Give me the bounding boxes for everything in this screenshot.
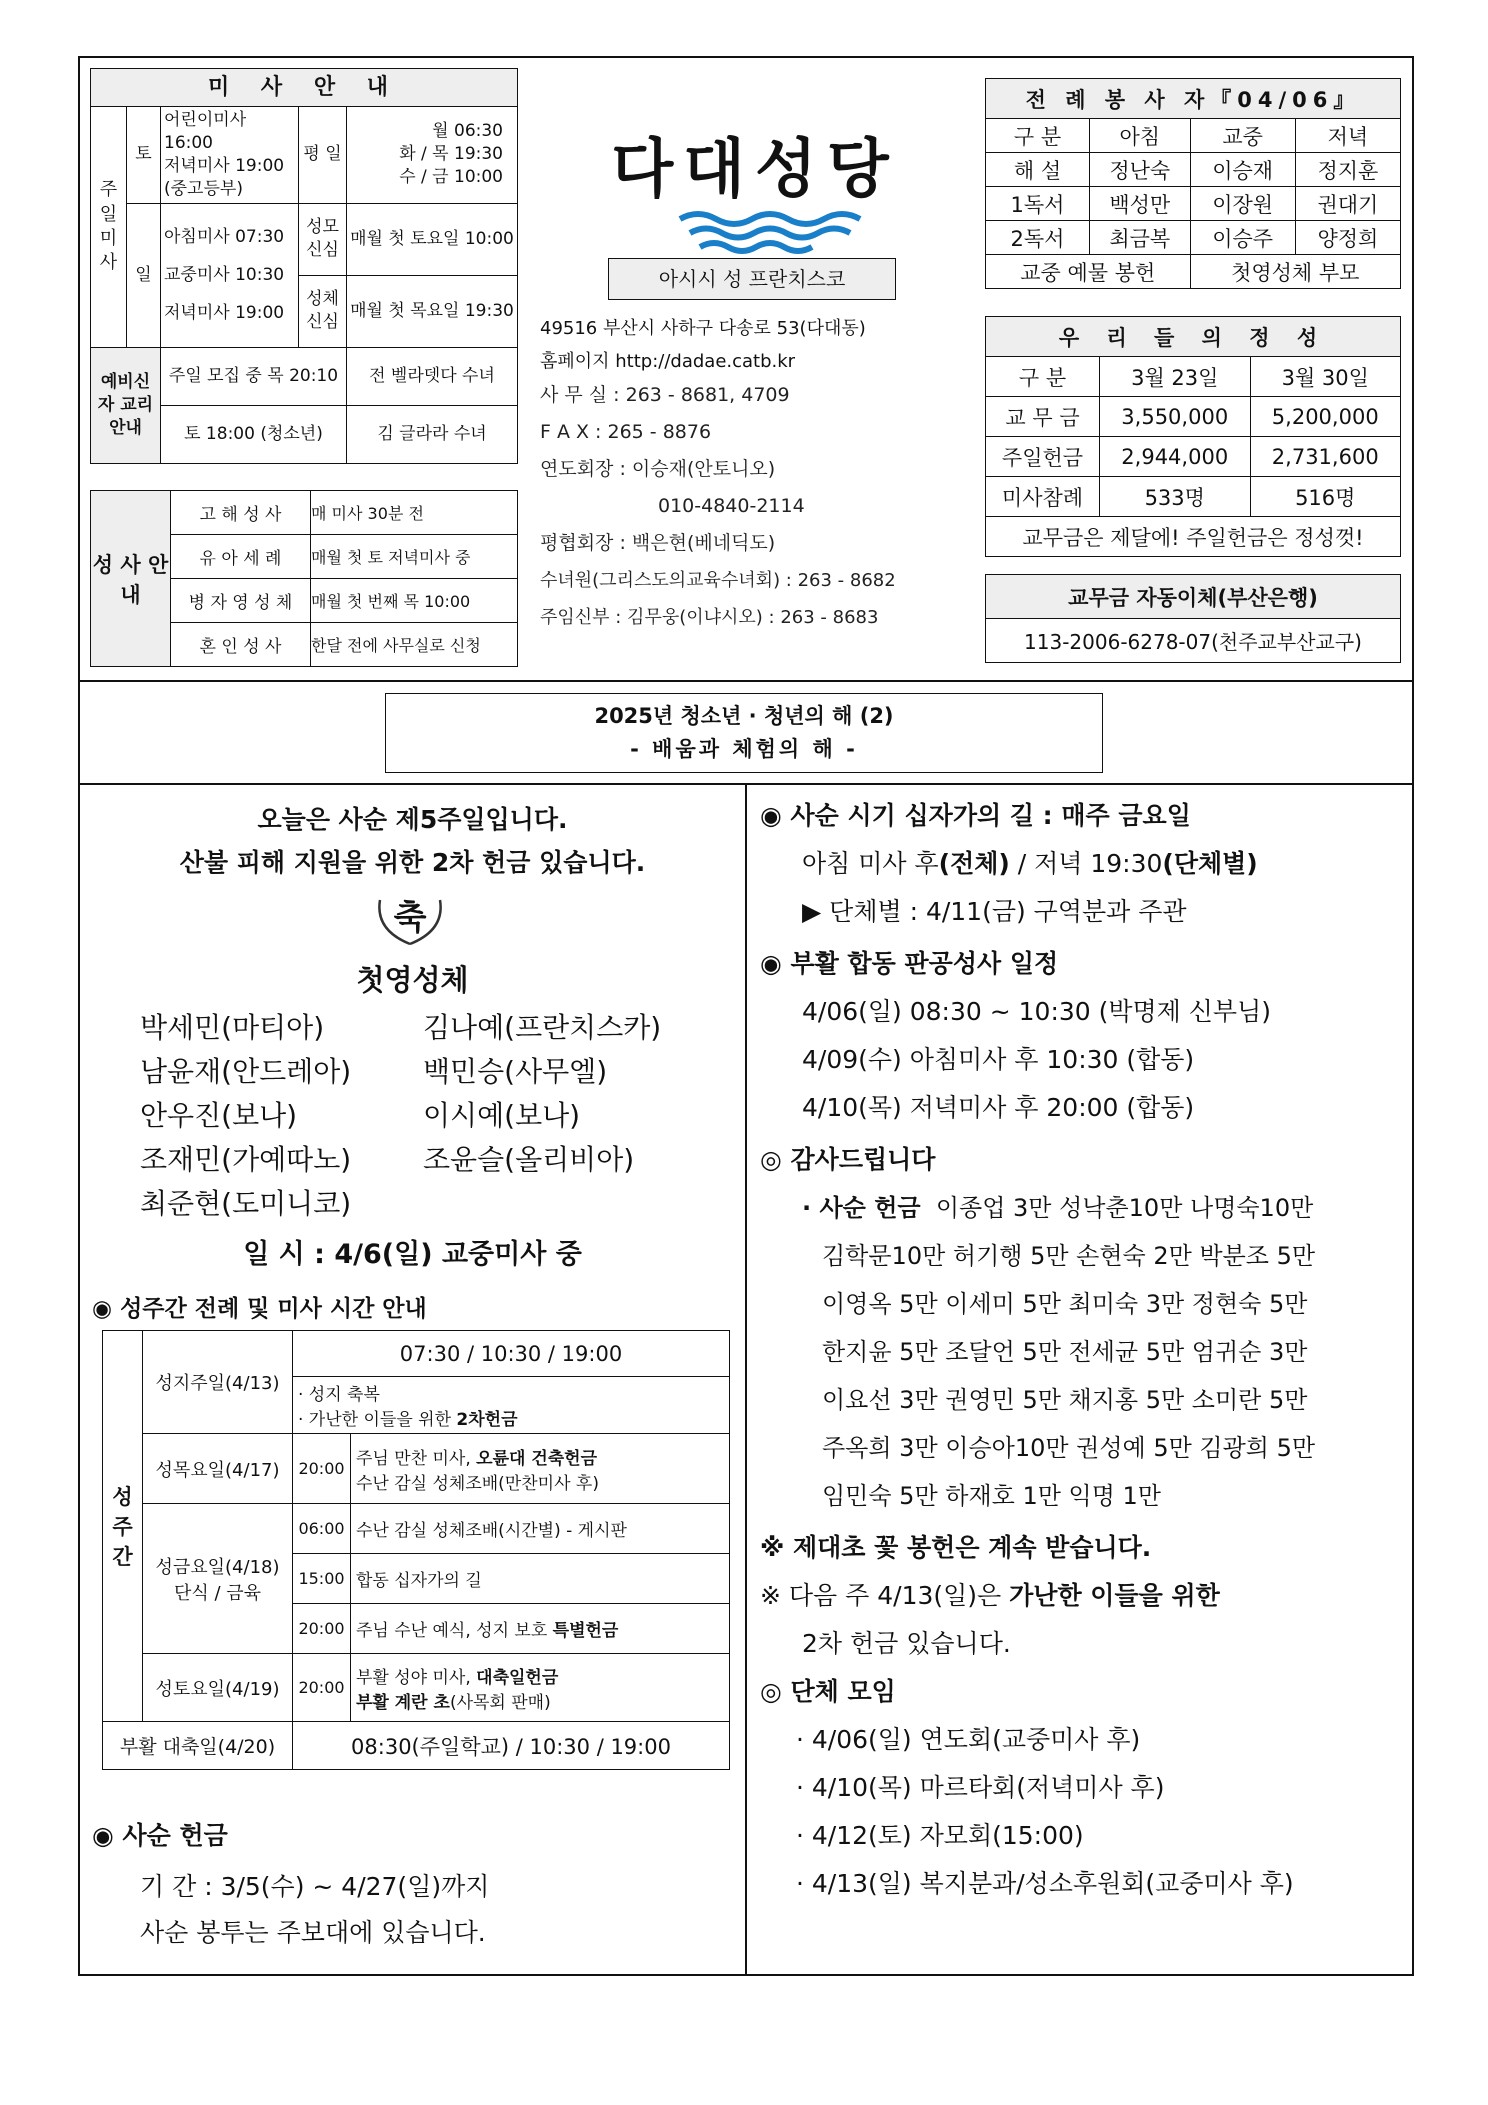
weekday-time: 월 06:30 (432, 121, 503, 142)
church-info (540, 310, 970, 636)
first-communion-names (140, 1006, 730, 1226)
fri-time: 20:00 (293, 1604, 351, 1654)
patron-saint: 아시시 성 프란치스코 (608, 258, 896, 300)
servers-cell: 권대기 (1295, 187, 1400, 221)
stations-text: 아침 미사 후 (802, 849, 939, 878)
donor-line: 이영옥 5만 이세미 5만 최미숙 3만 정현숙 5만 (822, 1290, 1308, 1318)
palm-note: · 가난한 이들을 위한 (298, 1410, 457, 1430)
offering-note: 교무금은 제달에! 주일헌금은 정성껏! (986, 517, 1401, 557)
weekday-label: 평 일 (299, 107, 347, 204)
next-week-notice: ※ 다음 주 4/13(일)은 (760, 1581, 1010, 1610)
meeting-item: · 4/13(일) 복지분과/성소후원회(교중미사 후) (796, 1869, 1294, 1898)
thu-time: 20:00 (293, 1434, 351, 1504)
catechumen-sched-2: 토 18:00 (청소년) (161, 405, 347, 463)
donor-line: 한지윤 5만 조달언 5만 전세균 5만 엄귀순 3만 (822, 1338, 1308, 1366)
sacrament-name: 유 아 세 례 (171, 535, 311, 579)
servers-cell: 이승주 (1190, 221, 1295, 255)
thu-note-bold: 오륜대 건축헌금 (476, 1448, 598, 1469)
eucharist-label: 성체 신심 (299, 275, 347, 347)
meeting-item: · 4/06(일) 연도회(교중미사 후) (796, 1725, 1141, 1754)
palm-sunday: 성지주일(4/13) (143, 1331, 293, 1434)
mass-title: 미 사 안 내 (91, 69, 518, 107)
sat-note: (사목회 판매) (449, 1692, 551, 1713)
meeting-item: · 4/10(목) 마르타회(저녁미사 후) (796, 1773, 1165, 1802)
right-announcements (760, 792, 1410, 1908)
lent-offering-title: ◉ 사순 헌금 (92, 1821, 228, 1850)
stations-group: ▶ 단체별 : 4/11(금) 구역분과 주관 (802, 897, 1187, 926)
communicant: 안우진(보나) (140, 1099, 298, 1132)
sacrament-name: 혼 인 성 사 (171, 623, 311, 667)
fri-time: 15:00 (293, 1554, 351, 1604)
stations-bold: (단체별) (1162, 849, 1258, 878)
offering-cell: 516명 (1250, 477, 1401, 517)
sat-note: 부활 성야 미사, (356, 1667, 477, 1688)
confession-date: 4/09(수) 아침미사 후 10:30 (합동) (802, 1045, 1195, 1074)
first-communion-date: 일 시 : 4/6(일) 교중미사 중 (243, 1239, 582, 1270)
elder-phone: 010-4840-2114 (658, 495, 805, 517)
servers-title: 전 례 봉 사 자『04/06』 (986, 79, 1401, 119)
holy-thursday: 성목요일(4/17) (143, 1434, 293, 1504)
communicant: 조윤슬(올리비아) (423, 1143, 635, 1176)
left-announcements (90, 798, 735, 884)
sunday-label: 일 (127, 203, 161, 347)
elder-president: 연도회장 : 이승재(안토니오) (540, 458, 776, 480)
divider (78, 680, 1414, 682)
sacraments-table (90, 490, 518, 667)
palm-note: · 성지 축복 (298, 1385, 380, 1405)
fri-time: 06:00 (293, 1504, 351, 1554)
servers-cell: 백성만 (1090, 187, 1191, 221)
sat-time: 어린이미사 16:00 (164, 110, 247, 153)
servers-cell: 이장원 (1190, 187, 1295, 221)
holy-week-label: 성 주 간 (103, 1331, 143, 1722)
confession-date: 4/06(일) 08:30 ~ 10:30 (박명제 신부님) (802, 997, 1271, 1026)
servers-head: 교중 (1190, 119, 1295, 153)
fri-note: 주님 수난 예식, 성지 보호 (356, 1621, 553, 1641)
catechumen-sched-1: 주일 모집 중 목 20:10 (161, 347, 347, 405)
lent-period: 기 간 : 3/5(수) ~ 4/27(일)까지 (140, 1872, 490, 1901)
offering-cell: 2,944,000 (1100, 437, 1251, 477)
sacrament-time: 매월 첫 번째 목 10:00 (311, 579, 518, 623)
weekday-time: 수 / 금 10:00 (399, 167, 503, 188)
theme-subtitle: - 배움과 체험의 해 - (630, 737, 858, 761)
homepage-link[interactable]: 홈페이지 http://dadae.catb.kr (540, 351, 796, 372)
meetings-title: ◎ 단체 모임 (760, 1677, 896, 1706)
fri-note: 수난 감실 성체조배(시간별) - 게시판 (351, 1504, 730, 1554)
servers-cell: 2독서 (986, 221, 1090, 255)
offering-head: 구 분 (986, 357, 1100, 397)
church-logo-text: 다대성당 (611, 133, 899, 207)
fax: F A X : 265 - 8876 (540, 421, 712, 443)
sat-note-bold: 부활 계란 초 (356, 1692, 450, 1713)
offering-table (985, 316, 1401, 557)
mass-schedule-table (90, 68, 518, 464)
council-president: 평협회장 : 백은현(베네딕도) (540, 532, 776, 554)
offering-head: 3월 23일 (1100, 357, 1251, 397)
catechumen-teacher-1: 전 벨라뎃다 수녀 (347, 347, 518, 405)
palm-times: 07:30 / 10:30 / 19:00 (293, 1331, 730, 1377)
easter-times: 08:30(주일학교) / 10:30 / 19:00 (293, 1722, 730, 1770)
donor-line: 김학문10만 허기행 5만 손현숙 2만 박분조 5만 (822, 1242, 1316, 1270)
office-phone: 사 무 실 : 263 - 8681, 4709 (540, 384, 790, 406)
convent: 수녀원(그리스도의교육수녀회) : 263 - 8682 (540, 570, 896, 591)
sat-time: 저녁미사 19:00 (164, 155, 285, 176)
thu-note: 수난 감실 성체조배(만찬미사 후) (356, 1473, 599, 1494)
address: 49516 부산시 사하구 다송로 53(다대동) (540, 318, 866, 339)
stations-bold: (전체) (938, 849, 1010, 878)
eucharist-time: 매월 첫 목요일 19:30 (347, 275, 518, 347)
sacrament-time: 매 미사 30분 전 (311, 491, 518, 535)
servers-head: 아침 (1090, 119, 1191, 153)
fri-note: 합동 십자가의 길 (351, 1554, 730, 1604)
offering-cell: 5,200,000 (1250, 397, 1401, 437)
offering-cell: 3,550,000 (1100, 397, 1251, 437)
celebrate-glyph: 축 (393, 898, 427, 938)
bank-account: 113-2006-6278-07(천주교부산교구) (986, 619, 1401, 663)
donor-line: 주옥희 3만 이승아10만 권성예 5만 김광희 5만 (822, 1434, 1316, 1462)
sunday-mass-label: 주 일 미 사 (91, 107, 127, 348)
servers-cell: 1독서 (986, 187, 1090, 221)
laurel-icon (365, 890, 455, 950)
next-week-bold: 가난한 이들을 위한 (1009, 1581, 1220, 1610)
lent-offering-info (140, 1864, 489, 1956)
lent-offering-label: · 사순 헌금 (802, 1194, 921, 1222)
bank-box (985, 574, 1401, 663)
sun-time: 교중미사 10:30 (164, 265, 285, 286)
sacraments-label: 성 사 안 내 (91, 491, 171, 667)
confession-title: ◉ 부활 합동 판공성사 일정 (760, 949, 1059, 978)
good-friday: 성금요일(4/18) (155, 1556, 280, 1578)
offering-cell: 주일헌금 (986, 437, 1100, 477)
servers-cell: 교중 예물 봉헌 (986, 255, 1191, 289)
offering-cell: 미사참례 (986, 477, 1100, 517)
sacrament-name: 병 자 영 성 체 (171, 579, 311, 623)
catechumen-label: 예비신자 교리안내 (91, 347, 161, 463)
theme-box (385, 693, 1103, 773)
waves-logo-icon (660, 205, 870, 255)
holy-saturday: 성토요일(4/19) (143, 1654, 293, 1722)
sacrament-time: 한달 전에 사무실로 신청 (311, 623, 518, 667)
offering-head: 3월 30일 (1250, 357, 1401, 397)
servers-head: 저녁 (1295, 119, 1400, 153)
communicant: 박세민(마티아) (140, 1011, 325, 1044)
meeting-item: · 4/12(토) 자모회(15:00) (796, 1821, 1084, 1850)
donor-line: 이종업 3만 성낙춘10만 나명숙10만 (935, 1194, 1314, 1222)
communicant: 최준현(도미니코) (140, 1187, 352, 1220)
bank-title: 교무금 자동이체(부산은행) (986, 575, 1401, 619)
next-week-notice: 2차 헌금 있습니다. (802, 1629, 1011, 1658)
servers-cell: 해 설 (986, 153, 1090, 187)
thanks-title: ◎ 감사드립니다 (760, 1145, 936, 1174)
palm-note-bold: 2차헌금 (456, 1410, 518, 1430)
marian-label: 성모 신심 (299, 203, 347, 275)
communicant: 김나예(프란치스카) (423, 1011, 662, 1044)
servers-cell: 이승재 (1190, 153, 1295, 187)
marian-time: 매월 첫 토요일 10:00 (347, 203, 518, 275)
fasting-note: 단식 / 금육 (173, 1582, 262, 1604)
divider (745, 783, 747, 1976)
sun-time: 아침미사 07:30 (164, 227, 285, 248)
stations-text: / 저녁 19:30 (1009, 849, 1163, 878)
communicant: 백민승(사무엘) (423, 1055, 608, 1088)
offering-title: 우 리 들 의 정 성 (986, 317, 1401, 357)
saturday-label: 토 (127, 107, 161, 204)
servers-cell: 정난숙 (1090, 153, 1191, 187)
servers-table (985, 78, 1401, 289)
servers-cell: 정지훈 (1295, 153, 1400, 187)
donor-line: 이요선 3만 권영민 5만 채지홍 5만 소미란 5만 (822, 1386, 1308, 1414)
sat-note-bold: 대축일헌금 (476, 1667, 559, 1688)
servers-cell: 첫영성체 부모 (1190, 255, 1400, 289)
donor-line: 임민숙 5만 하재호 1만 익명 1만 (822, 1482, 1161, 1510)
servers-cell: 최금복 (1090, 221, 1191, 255)
flower-notice: ※ 제대초 꽃 봉헌은 계속 받습니다. (760, 1533, 1152, 1562)
confession-date: 4/10(목) 저녁미사 후 20:00 (합동) (802, 1093, 1195, 1122)
lent-envelope: 사순 봉투는 주보대에 있습니다. (140, 1918, 486, 1947)
weekday-time: 화 / 목 19:30 (399, 144, 503, 165)
servers-cell: 양정희 (1295, 221, 1400, 255)
sacrament-time: 매월 첫 토 저녁미사 중 (311, 535, 518, 579)
offering-cell: 2,731,600 (1250, 437, 1401, 477)
communicant: 조재민(가예따노) (140, 1143, 352, 1176)
holy-week-table (102, 1330, 730, 1770)
offering-cell: 533명 (1100, 477, 1251, 517)
theme-title: 2025년 청소년 · 청년의 해 (2) (594, 704, 894, 728)
sunday-notice: 오늘은 사순 제5주일입니다. (257, 805, 568, 834)
communicant: 남윤재(안드레아) (140, 1055, 352, 1088)
sat-time: (중고등부) (164, 178, 243, 199)
stations-title: ◉ 사순 시기 십자가의 길 : 매주 금요일 (760, 801, 1191, 830)
holy-week-title: ◉ 성주간 전례 및 미사 시간 안내 (92, 1296, 427, 1322)
second-collection-notice: 산불 피해 지원을 위한 2차 헌금 있습니다. (179, 848, 646, 877)
sat-time: 20:00 (293, 1654, 351, 1722)
first-communion-title: 첫영성체 (356, 963, 469, 997)
fri-note-bold: 특별헌금 (552, 1621, 619, 1641)
sacrament-name: 고 해 성 사 (171, 491, 311, 535)
catechumen-teacher-2: 김 글라라 수녀 (347, 405, 518, 463)
offering-cell: 교 무 금 (986, 397, 1100, 437)
thu-note: 주님 만찬 미사, (356, 1448, 477, 1469)
servers-head: 구 분 (986, 119, 1090, 153)
communicant: 이시예(보나) (423, 1099, 581, 1132)
sun-time: 저녁미사 19:00 (164, 303, 285, 324)
pastor: 주임신부 : 김무웅(이냐시오) : 263 - 8683 (540, 607, 879, 628)
easter-sunday: 부활 대축일(4/20) (103, 1722, 293, 1770)
